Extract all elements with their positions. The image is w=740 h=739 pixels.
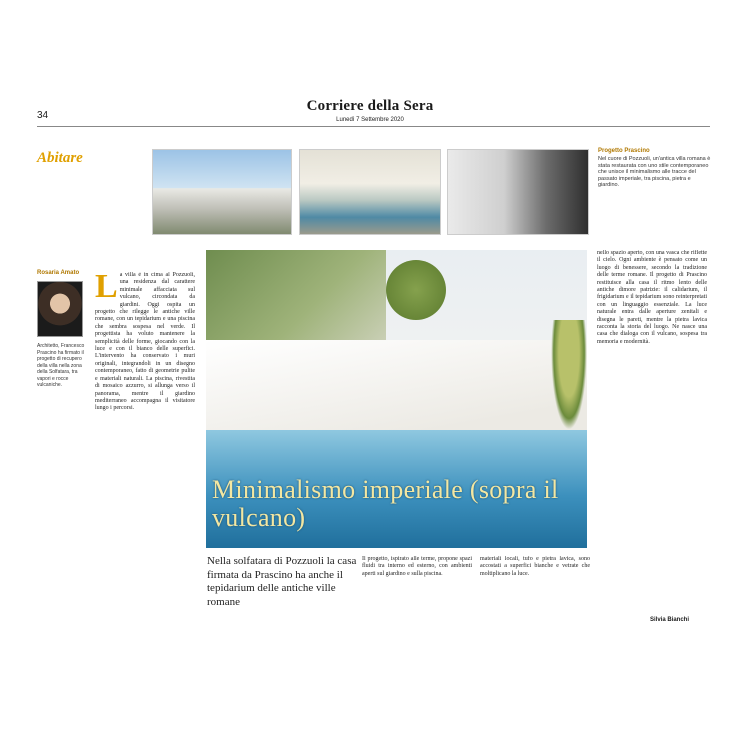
article-column-1 (95, 272, 195, 612)
photo-villa-exterior (152, 149, 292, 235)
hero-tree (386, 260, 446, 320)
photo-interior-corridor (447, 149, 589, 235)
side-box-text: Nel cuore di Pozzuoli, un'antica villa romana è stata restaurata con uno stile contemporaneo che unisce il minimalismo alle tracce del passato imperiale, tra piscina, pietra e giardino. (598, 156, 711, 189)
page-number: 34 (37, 110, 49, 121)
dropcap: L (95, 272, 118, 305)
article-column-right: nello spazio aperto, con una vasca che riflette il cielo. Ogni ambiente è pensato come un luogo di benessere, secondo la tradizione delle terme romane. Il progetto di Prascino restituisce alla casa il ritmo lento delle antiche dimore patrizie: il calidarium, il frigidarium e il tepidarium sono reinterpretati con un linguaggio essenziale. La luce naturale entra dalle aperture zenitali e disegna le pareti, mentre la pietra lavica racconta la storia del luogo. Ne nasce una casa che dialoga con il vulcano, sospesa tra memoria e modernità. (597, 250, 707, 345)
article-column-1-text: a villa è in cima al Pozzuoli, una residenza dal carattere minimale affacciata sul vulcano, circondata da giardini. Oggi ospita un progetto che rilegge le antiche ville romane, con un tepidarium e una piscina che sembra sospesa nel verde. Il progettista ha voluto mantenere la semplicità delle forme, giocando con la luce e con il bianco delle superfici. L'intervento ha conservato i muri originali, integrandoli in un disegno contemporaneo, fatto di geometrie pulite e materiali naturali. La piscina, rivestita di mosaico azzurro, si allunga verso il panorama, mentre il giardino mediterraneo accompagna il visitatore lungo i percorsi. (95, 272, 195, 412)
author-column (37, 270, 87, 389)
side-box-kicker: Progetto Prascino (598, 148, 650, 154)
masthead-title: Corriere della Sera (306, 98, 434, 114)
signature: Silvia Bianchi (650, 617, 690, 623)
header-rule (37, 126, 710, 127)
issue-date: Lunedì 7 Settembre 2020 (336, 117, 404, 123)
headline: Minimalismo imperiale (sopra il vulcano) (212, 475, 559, 532)
section-label: Abitare (37, 150, 83, 166)
hero-palm (551, 320, 587, 430)
article-column-a: Il progetto, ispirato alle terme, propone spazi fluidi tra interno ed esterno, con ambienti aperti sul giardino e sulla piscina. (362, 556, 472, 577)
hero-garden (206, 250, 386, 340)
author-portrait (37, 281, 83, 337)
article-column-b: materiali locali, tufo e pietra lavica, sono accostati a superfici bianche e vetrate che moltiplicano la luce. (480, 556, 590, 577)
author-name: Rosaria Amato (37, 270, 80, 276)
hero-photo (206, 250, 587, 548)
photo-pool-arcade (299, 149, 441, 235)
author-bio: Architetto, Francesco Prascino ha firmato il progetto di recupero della villa nella zona della Solfatara, tra vapori e rocce vulcaniche. (37, 343, 85, 388)
side-box (598, 148, 713, 189)
masthead (290, 98, 450, 123)
subtitle: Nella solfatara di Pozzuoli la casa firmata da Prascino ha anche il tepidarium delle antiche ville romane (207, 555, 357, 608)
